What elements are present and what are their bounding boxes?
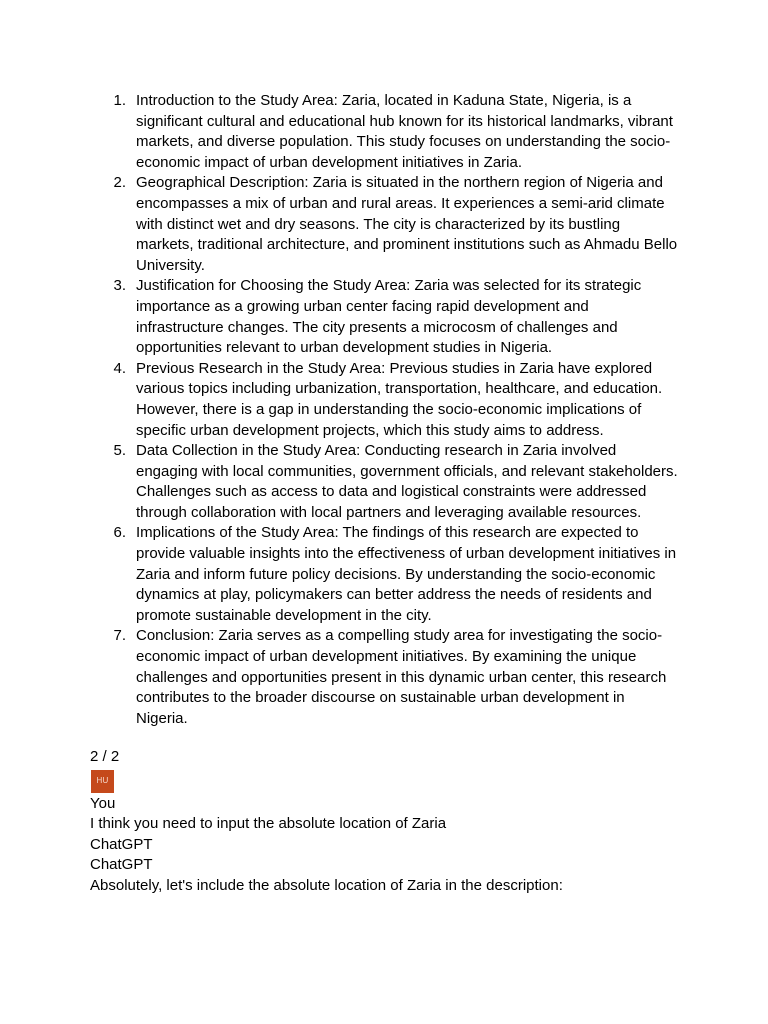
- list-item: [0, 276, 768, 358]
- list-item-number: 6.: [113, 524, 126, 542]
- list-item-number: 4.: [113, 359, 126, 377]
- list-item-number: 5.: [113, 442, 126, 460]
- assistant-label: ChatGPT: [90, 856, 153, 874]
- user-avatar: [91, 770, 114, 793]
- avatar-initials: HU: [96, 776, 109, 786]
- list-item-text: Implications of the Study Area: The findings of this research are expected to provide valuable insights into the effectiveness of urban development initiatives in Zaria and inform future policy decisions. By understanding the socio-economic dynamics at play, policymakers can better address the needs of residents and promote sustainable development in the city.: [136, 524, 677, 624]
- pagination-indicator[interactable]: 2 / 2: [90, 748, 120, 765]
- list-item-number: 1.: [113, 92, 126, 109]
- user-message: I think you need to input the absolute location of Zaria: [90, 815, 447, 833]
- list-item-text: Conclusion: Zaria serves as a compelling study area for investigating the socio-economic impact of urban development initiatives. By examining the unique challenges and opportunities present in this dynamic urban center, this research contributes to the broader discourse on sustainable urban development in Nigeria.: [136, 627, 667, 727]
- user-label: You: [90, 794, 116, 812]
- list-item-text: Justification for Choosing the Study Area: Zaria was selected for its strategic importance as a growing urban center facing rapid development and infrastructure changes. The city presents a microcosm of challenges and opportunities relevant to urban development studies in Nigeria.: [136, 277, 642, 357]
- list-item: [0, 359, 768, 441]
- list-item-text: Introduction to the Study Area: Zaria, located in Kaduna State, Nigeria, is a significant cultural and educational hub known for its historical landmarks, vibrant markets, and diverse population. This study focuses on understanding the socio-economic impact of urban development initiatives in Zaria.: [136, 92, 673, 171]
- list-item: [0, 91, 768, 173]
- list-item-text: Geographical Description: Zaria is situated in the northern region of Nigeria and encompasses a mix of urban and rural areas. It experiences a semi-arid climate with distinct wet and dry seasons. The city is characterized by its bustling markets, traditional architecture, and prominent institutions such as Ahmadu Bello University.: [136, 174, 678, 274]
- assistant-message: Absolutely, let's include the absolute location of Zaria in the description:: [90, 876, 563, 894]
- list-item-text: Data Collection in the Study Area: Conducting research in Zaria involved engaging with local communities, government officials, and relevant stakeholders. Challenges such as access to data and logistical constraints were addressed through collaboration with local partners and leveraging available resources.: [136, 442, 678, 521]
- list-item-text: Previous Research in the Study Area: Previous studies in Zaria have explored various topics including urbanization, transportation, healthcare, and education. However, there is a gap in understanding the socio-economic implications of specific urban development projects, which this study aims to address.: [136, 359, 663, 439]
- numbered-list: [0, 91, 768, 729]
- list-item-number: 7.: [113, 627, 126, 645]
- chat-transcript: [90, 747, 690, 897]
- assistant-label: ChatGPT: [90, 835, 153, 853]
- list-item: [0, 441, 768, 523]
- list-item: [0, 173, 768, 276]
- list-item-number: 2.: [113, 174, 126, 192]
- list-item: [0, 626, 768, 729]
- list-item-number: 3.: [113, 277, 126, 295]
- list-item: [0, 523, 768, 626]
